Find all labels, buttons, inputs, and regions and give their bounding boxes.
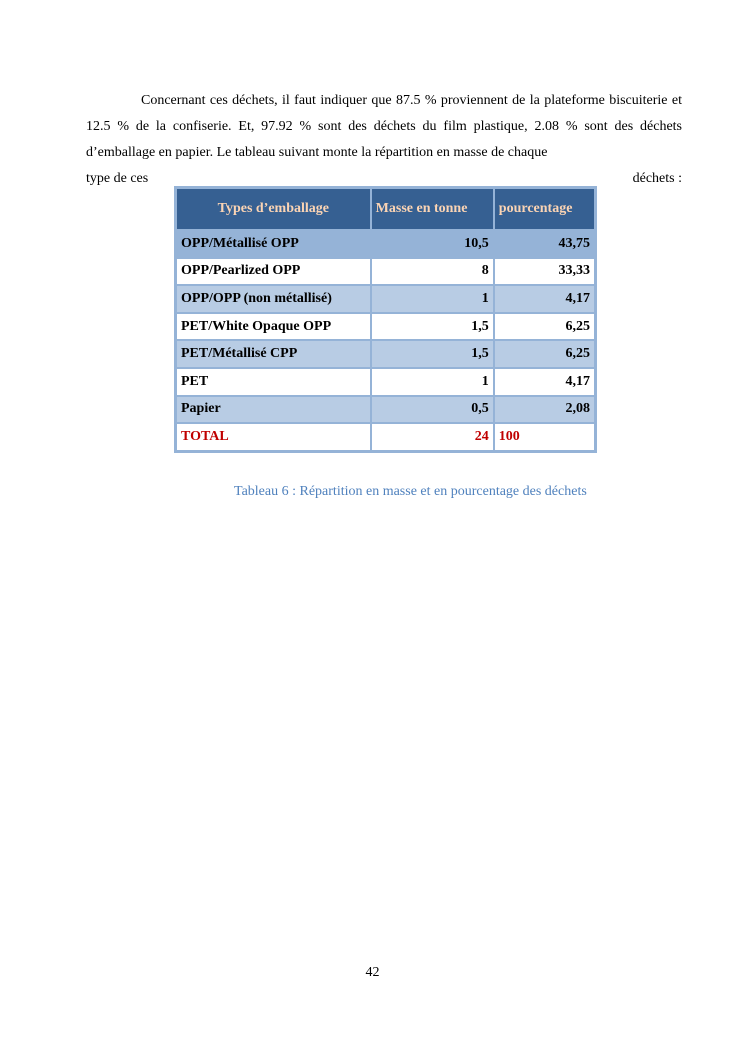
header-mass: Masse en tonne — [371, 188, 494, 230]
table-row — [176, 313, 595, 341]
cell-percent: 2,08 — [494, 396, 595, 424]
header-type: Types d’emballage — [176, 188, 371, 230]
total-mass: 24 — [371, 423, 494, 451]
cell-type: OPP/Métallisé OPP — [176, 230, 371, 258]
table-caption: Tableau 6 : Répartition en masse et en pourcentage des déchets — [234, 484, 587, 499]
cell-percent: 6,25 — [494, 340, 595, 368]
cell-mass: 1,5 — [371, 340, 494, 368]
body-paragraph — [86, 88, 682, 192]
paragraph-last-left: type de ces — [86, 171, 149, 186]
total-label: TOTAL — [176, 423, 371, 451]
cell-type: OPP/Pearlized OPP — [176, 258, 371, 286]
cell-mass: 1,5 — [371, 313, 494, 341]
header-percent: pourcentage — [494, 188, 595, 230]
cell-percent: 4,17 — [494, 368, 595, 396]
table-row — [176, 258, 595, 286]
waste-table — [174, 186, 597, 453]
total-percent: 100 — [494, 423, 595, 451]
cell-type: PET/White Opaque OPP — [176, 313, 371, 341]
table-row — [176, 340, 595, 368]
paragraph-last-right: déchets : — [632, 171, 682, 186]
table-row — [176, 368, 595, 396]
page-number: 42 — [365, 965, 380, 980]
cell-type: Papier — [176, 396, 371, 424]
cell-mass: 1 — [371, 368, 494, 396]
paragraph-text: Concernant ces déchets, il faut indiquer que 87.5 % proviennent de la plateforme biscuiterie et 12.5 % de la confiserie. Et, 97.92 % sont des déchets du film plastique, 2.08 % sont des déchets d’emballage en papier. Le tableau suivant monte la répartition en masse de chaque — [86, 93, 682, 160]
cell-percent: 33,33 — [494, 258, 595, 286]
cell-percent: 6,25 — [494, 313, 595, 341]
cell-percent: 4,17 — [494, 285, 595, 313]
cell-mass: 1 — [371, 285, 494, 313]
cell-type: OPP/OPP (non métallisé) — [176, 285, 371, 313]
cell-percent: 43,75 — [494, 230, 595, 258]
cell-mass: 10,5 — [371, 230, 494, 258]
cell-mass: 0,5 — [371, 396, 494, 424]
table-row — [176, 396, 595, 424]
cell-type: PET/Métallisé CPP — [176, 340, 371, 368]
table-row — [176, 285, 595, 313]
total-row — [176, 423, 595, 451]
cell-mass: 8 — [371, 258, 494, 286]
table-row — [176, 230, 595, 258]
cell-type: PET — [176, 368, 371, 396]
